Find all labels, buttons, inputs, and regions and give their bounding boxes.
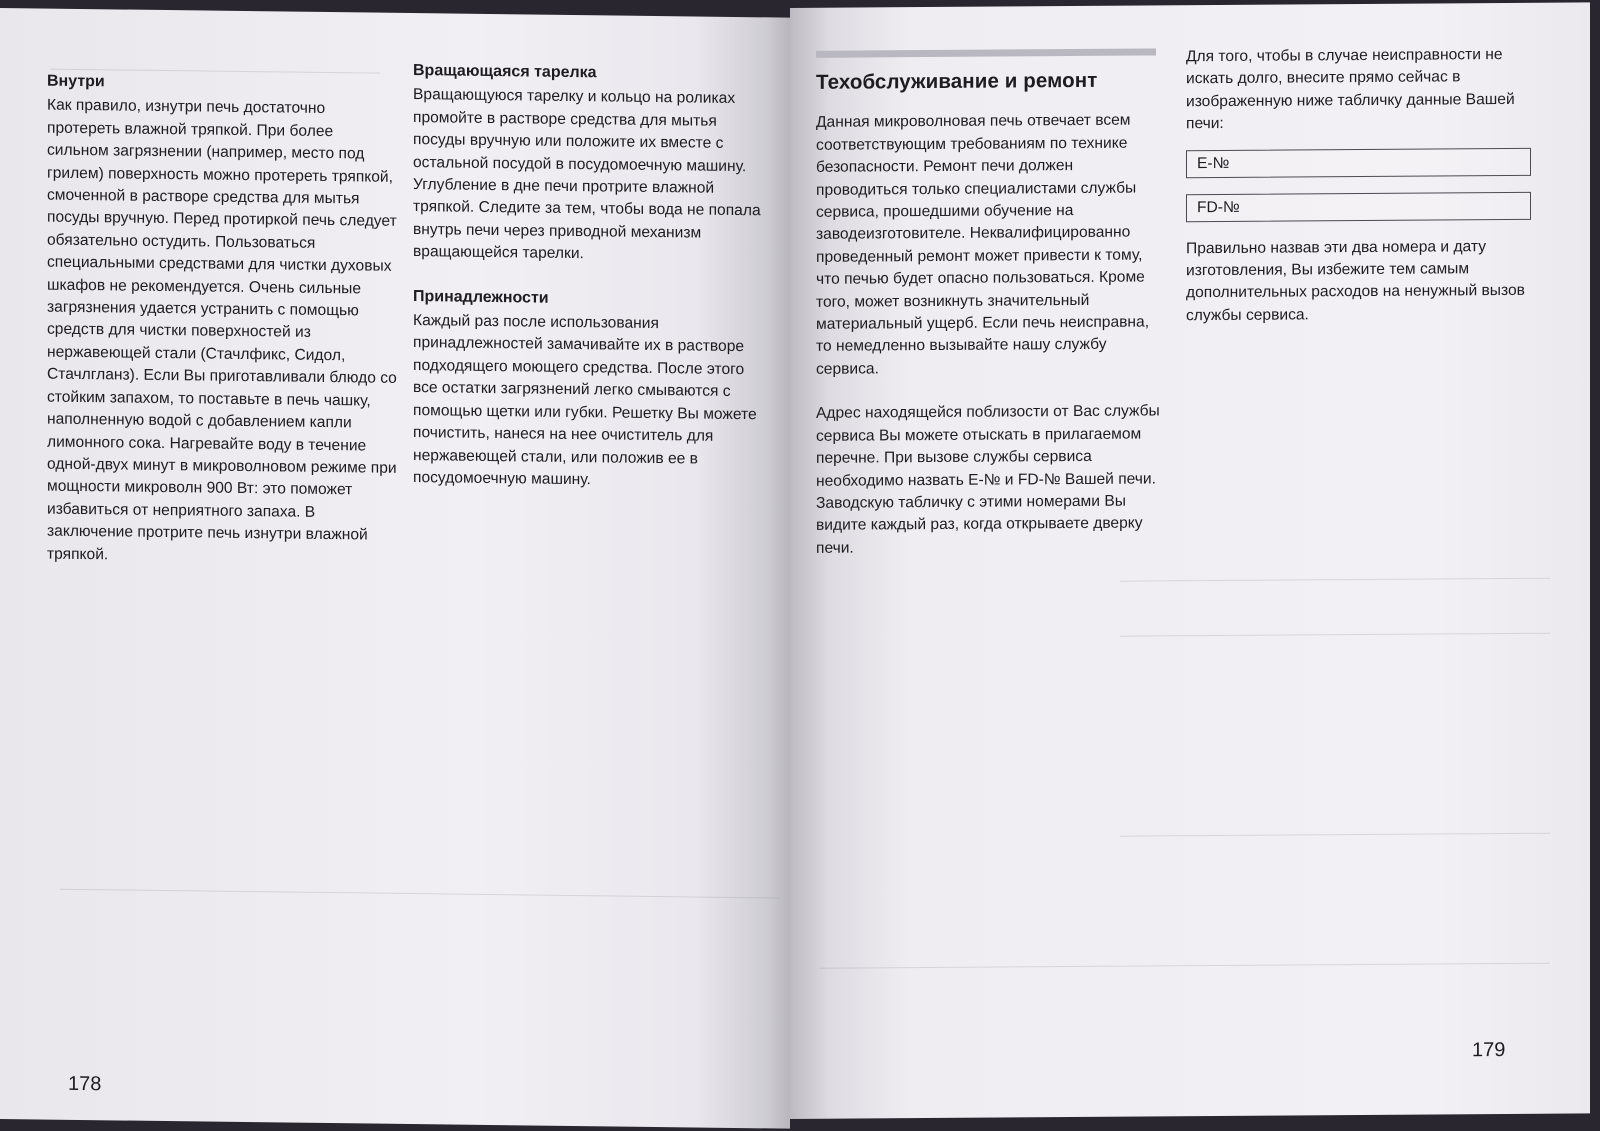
text-inside: Как правило, изнутри печь достаточно протереть влажной тряпкой. При более сильном загрязнении (например, место под грилем) поверхность можно протереть тряпкой, смоченной в растворе средства для мытья посуды вручную. Перед протиркой печь следует обязательно остудить. Пользоваться специальными средствами для чистки духовых шкафов не рекомендуется. Очень сильные загрязнения удается устранить с помощью средств для чистки поверхностей из нержавеющей стали (Стачлфикс, Сидол, Стачлгланз). Если Вы приготавливали блюдо со стойким запахом, то поставьте в печь чашку, наполненную водой с добавлением капли лимонного сока. Нагревайте воду в течение одной-двух минут в микроволновом режиме при мощности микроволн 900 Вт: это поможет избавиться от неприятного запаха. В заключение протрите печь изнутри влажной тряпкой. xyxy=(47,96,397,563)
column-turntable xyxy=(413,60,763,494)
service-paragraph-1: Данная микроволновая печь отвечает всем соответствующим требованиям по технике безопасности. Ремонт печи должен проводиться только специалистами службы сервиса, прошедшими обучение на заводеизготовителе. Неквалифицированно проведенный ремонт может привести к тому, что печью будет опасно пользоваться. Кроме того, может возникнуть значительный материальный ущерб. Если печь неисправна, то немедленно вызывайте нашу службу сервиса. xyxy=(816,112,1150,378)
page-number-left: 178 xyxy=(68,1072,102,1096)
text-accessories: Каждый раз после использования принадлежностей замачивайте их в растворе подходящего моющего средства. После этого все остатки загрязнений легко смываются с помощью щетки или губки. Решетку Вы можете почистить, нанеся на нее очиститель для нержавеющей стали, или положив ее в посудомоечную машину. xyxy=(413,312,757,489)
page-title: Техобслуживание и ремонт xyxy=(816,68,1098,94)
text-turntable: Вращающуюся тарелку и кольцо на роликах промойте в растворе средства для мытья посуды вручную или положите их вместе с остальной посудой в посудомоечную машину. Углубление в дне печи протрите влажной тряпкой. Следите за тем, чтобы вода не попала внутрь печи через приводной механизм вращающейся тарелки. xyxy=(413,86,761,263)
e-number-box: E-№ xyxy=(1186,147,1531,177)
column-nameplate xyxy=(1186,44,1531,328)
right-page xyxy=(790,2,1590,1119)
left-page xyxy=(0,8,790,1129)
nameplate-intro: Для того, чтобы в случае неисправности не искать долго, внесите прямо сейчас в изображенную ниже табличку данные Вашей печи: xyxy=(1186,46,1515,133)
fd-number-box: FD-№ xyxy=(1186,191,1531,221)
heading-inside: Внутри xyxy=(47,72,105,91)
heading-turntable: Вращающаяся тарелка xyxy=(413,62,597,82)
heading-accessories: Принадлежности xyxy=(413,287,549,307)
nameplate-outro: Правильно назвав эти два номера и дату изготовления, Вы избежите тем самым дополнительных расходов на ненужный вызов службы сервиса. xyxy=(1186,237,1525,325)
column-service xyxy=(816,48,1161,560)
page-number-right: 179 xyxy=(1472,1039,1506,1062)
column-inside xyxy=(47,71,399,570)
title-bar xyxy=(816,48,1156,57)
service-paragraph-2: Адрес находящейся поблизости от Вас службы сервиса Вы можете отыскать в прилагаемом перечне. При вызове службы сервиса необходимо назвать E-№ и FD-№ Вашей печи. Заводскую табличку с этими номерами Вы видите каждый раз, когда открываете дверку печи. xyxy=(816,402,1160,557)
